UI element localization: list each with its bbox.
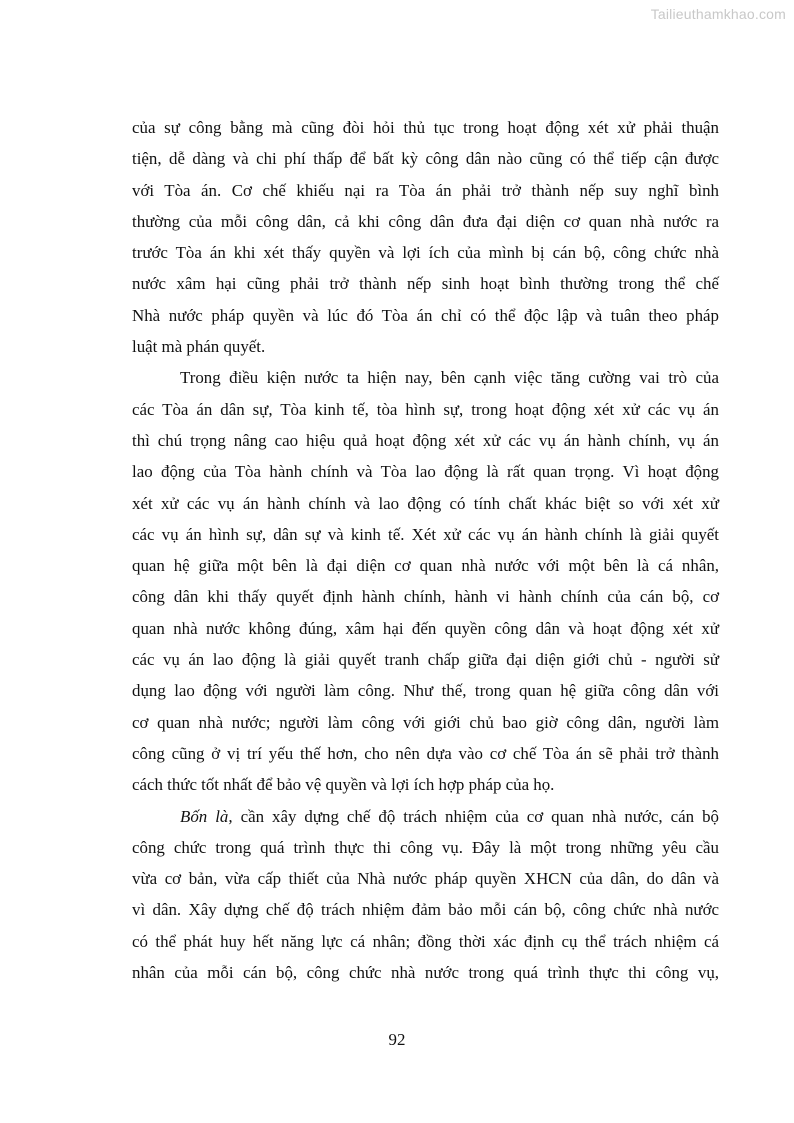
text-line: tiện, dễ dàng và chi phí thấp để bất kỳ công dân nào cũng có thể tiếp cận được xyxy=(132,149,719,169)
text-line: quan nhà nước không đúng, xâm hại đến quyền công dân và hoạt động xét xử xyxy=(132,618,719,638)
text-line: các vụ án hình sự, dân sự và kinh tế. Xét xử các vụ án hành chính là giải quyết xyxy=(132,524,719,544)
watermark: Tailieuthamkhao.com xyxy=(650,6,786,22)
page-body xyxy=(132,112,719,988)
text-line: công cũng ở vị trí yếu thế hơn, cho nên dựa vào cơ chế Tòa án sẽ phải trở thành xyxy=(132,743,719,763)
text-line: thường của mỗi công dân, cả khi công dân đưa đại diện cơ quan nhà nước ra xyxy=(132,211,719,231)
page-number: 92 xyxy=(388,1030,406,1049)
text-line: Nhà nước pháp quyền và lúc đó Tòa án chỉ có thể độc lập và tuân theo pháp xyxy=(132,305,719,325)
text-line: cách thức tốt nhất để bảo vệ quyền và lợi ích hợp pháp của họ. xyxy=(132,775,555,795)
text-line: thì chú trọng nâng cao hiệu quả hoạt động xét xử các vụ án hành chính, vụ án xyxy=(132,430,719,450)
lead-italic: Bốn là, xyxy=(180,806,233,826)
text-line: các vụ án lao động là giải quyết tranh chấp giữa đại diện giới chủ - người sử xyxy=(132,650,719,670)
text-line: nhân của mỗi cán bộ, công chức nhà nước trong quá trình thực thi công vụ, xyxy=(132,963,719,983)
text-line: cơ quan nhà nước; người làm công với giới chủ bao giờ công dân, người làm xyxy=(132,712,719,732)
text-line: quan hệ giữa một bên là đại diện cơ quan nhà nước với một bên là cá nhân, xyxy=(132,556,719,576)
text-line: với Tòa án. Cơ chế khiếu nại ra Tòa án phải trở thành nếp suy nghĩ bình xyxy=(132,180,719,200)
lead-rest: cần xây dựng chế độ trách nhiệm của cơ quan nhà nước, cán bộ xyxy=(232,806,719,826)
text-line: công chức trong quá trình thực thi công vụ. Đây là một trong những yêu cầu xyxy=(132,837,719,857)
text-line: dụng lao động với người làm công. Như thế, trong quan hệ giữa công dân với xyxy=(132,681,719,701)
text-line: công dân khi thấy quyết định hành chính, hành vi hành chính của cán bộ, cơ xyxy=(132,587,719,607)
text-line: xét xử các vụ án hành chính và lao động có tính chất khác biệt so với xét xử xyxy=(132,493,719,513)
text-line xyxy=(132,801,719,832)
text-line: lao động của Tòa hành chính và Tòa lao động là rất quan trọng. Vì hoạt động xyxy=(132,462,719,482)
paragraph-2 xyxy=(132,362,719,800)
paragraph-3 xyxy=(132,801,719,989)
text-line: có thể phát huy hết năng lực cá nhân; đồng thời xác định cụ thể trách nhiệm cá xyxy=(132,931,719,951)
text-line: các Tòa án dân sự, Tòa kinh tế, tòa hình sự, trong hoạt động xét xử các vụ án xyxy=(132,399,719,419)
text-line: vì dân. Xây dựng chế độ trách nhiệm đảm bảo mỗi cán bộ, công chức nhà nước xyxy=(132,900,719,920)
text-line: trước Tòa án khi xét thấy quyền và lợi ích của mình bị cán bộ, công chức nhà xyxy=(132,243,719,263)
text-line: luật mà phán quyết. xyxy=(132,337,266,357)
text-line: Trong điều kiện nước ta hiện nay, bên cạnh việc tăng cường vai trò của xyxy=(180,368,719,388)
text-line: vừa cơ bản, vừa cấp thiết của Nhà nước pháp quyền XHCN của dân, do dân và xyxy=(132,869,719,889)
text-line: của sự công bằng mà cũng đòi hỏi thủ tục trong hoạt động xét xử phải thuận xyxy=(132,118,719,137)
paragraph-1 xyxy=(132,112,719,362)
text-line: nước xâm hại cũng phải trở thành nếp sinh hoạt bình thường trong thể chế xyxy=(132,274,719,294)
